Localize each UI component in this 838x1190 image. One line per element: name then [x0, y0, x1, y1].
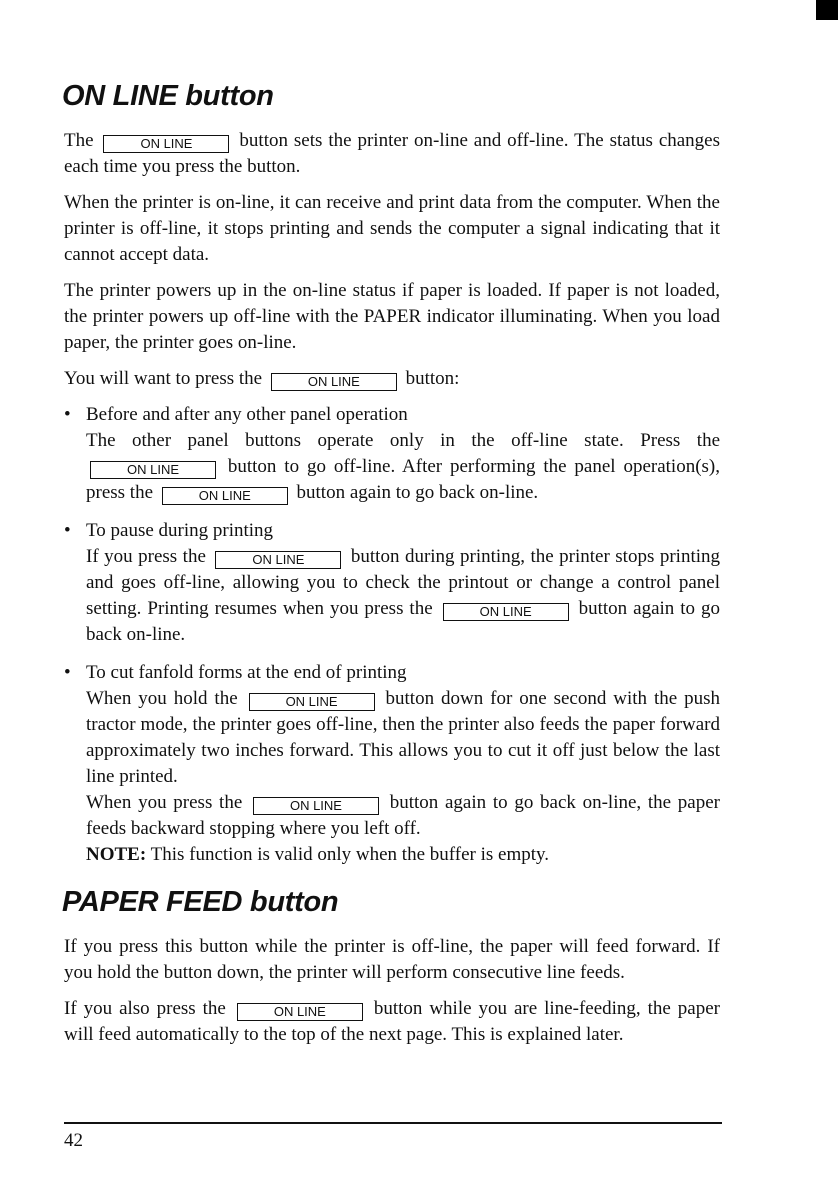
- note: [86, 842, 720, 868]
- bullet-list: [64, 402, 720, 868]
- text: The: [64, 130, 94, 151]
- text: You will want to press the: [64, 368, 263, 389]
- paragraph: The printer powers up in the on-line status if paper is loaded. If paper is not loaded, the printer powers up off-line with the PAPER indicator illuminating. When you load paper, the printer goes on-line.: [64, 280, 720, 353]
- paragraph: [64, 996, 720, 1048]
- paragraph: If you press this button while the printer is off-line, the paper will feed forward. If you hold the button down, the printer will perform consecutive line feeds.: [64, 936, 720, 983]
- paragraph: [64, 128, 720, 180]
- list-item: [64, 402, 720, 506]
- note-label: NOTE:: [86, 844, 147, 865]
- online-key-glyph: ON LINE: [215, 551, 341, 569]
- text: button down for one second with the push tractor mode, the printer goes off-line, then the printer also feeds the paper forward approximately two inches forward. This allows you to cut it off just below the last line printed.: [86, 688, 721, 787]
- online-key-glyph: ON LINE: [90, 461, 216, 479]
- text: button again to go back on-line.: [296, 482, 539, 503]
- bullet-text: [86, 428, 720, 506]
- bullet-text: [86, 790, 720, 842]
- bullet-text: [86, 544, 720, 648]
- text: When you hold the: [86, 688, 238, 709]
- section-title-paper-feed: PAPER FEED button: [62, 886, 339, 918]
- note-text: This function is valid only when the buffer is empty.: [150, 844, 550, 865]
- text: If you press the: [86, 546, 206, 567]
- online-key-glyph: ON LINE: [103, 135, 229, 153]
- online-key-glyph: ON LINE: [443, 603, 569, 621]
- section-title-online: ON LINE button: [62, 80, 274, 112]
- page-number: 42: [64, 1130, 83, 1151]
- text: The other panel buttons operate only in the off-line state. Press the: [86, 430, 720, 451]
- online-key-glyph: ON LINE: [249, 693, 375, 711]
- text: button:: [405, 368, 460, 389]
- list-item: [64, 518, 720, 648]
- paragraph: When the printer is on-line, it can receive and print data from the computer. When the printer is off-line, it stops printing and sends the computer a signal indicating that it cannot accept data.: [64, 192, 720, 265]
- text: If you also press the: [64, 998, 226, 1019]
- paragraph: [64, 366, 720, 392]
- page-content: [64, 78, 720, 1058]
- bullet-text: [86, 686, 720, 790]
- bullet-heading: • To cut fanfold forms at the end of printing: [86, 662, 407, 683]
- online-key-glyph: ON LINE: [162, 487, 288, 505]
- text: When you press the: [86, 792, 243, 813]
- scan-corner-mark: [816, 0, 838, 20]
- text: button to go off-line. After performing the panel operation(s), press the: [86, 456, 720, 503]
- list-item: [64, 660, 720, 868]
- text: button while you are line-feeding, the paper will feed automatically to the top of the next page. This is explained later.: [64, 998, 720, 1045]
- text: button again to go back on-line, the paper feeds backward stopping where you left off.: [86, 792, 721, 839]
- online-key-glyph: ON LINE: [253, 797, 379, 815]
- page-footer: [64, 1122, 722, 1154]
- bullet-heading: • Before and after any other panel operation: [86, 404, 408, 425]
- text: button sets the printer on-line and off-line. The status changes each time you press the button.: [64, 130, 721, 177]
- online-key-glyph: ON LINE: [271, 373, 397, 391]
- text: button again to go back on-line.: [86, 598, 721, 645]
- online-key-glyph: ON LINE: [237, 1003, 363, 1021]
- bullet-heading: • To pause during printing: [86, 520, 274, 541]
- text: button during printing, the printer stops printing and goes off-line, allowing you to check the printout or change a control panel setting. Printing resumes when you press the: [86, 546, 721, 619]
